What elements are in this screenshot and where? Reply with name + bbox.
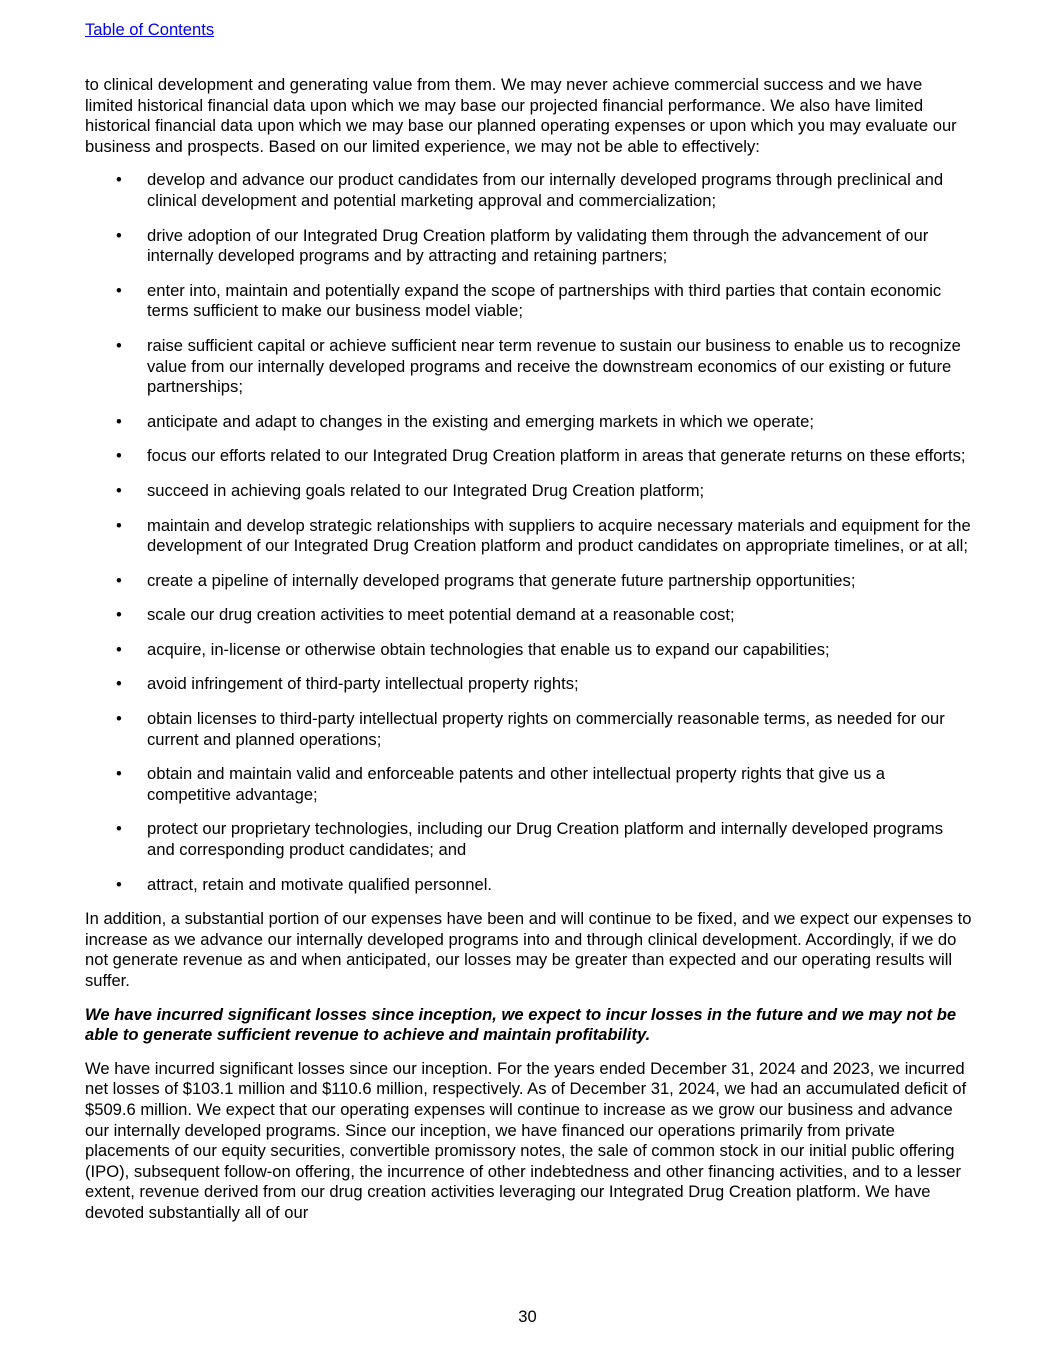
list-item-text: drive adoption of our Integrated Drug Creation platform by validating them through the advancement of our internally developed programs and by attracting and retaining partners; <box>147 225 929 266</box>
bullet-icon: • <box>116 335 122 355</box>
list-item-text: protect our proprietary technologies, including our Drug Creation platform and internally developed programs and corresponding product candidates; and <box>147 819 944 860</box>
intro-paragraph: to clinical development and generating value from them. We may never achieve commercial success and we have limited historical financial data upon which we may base our projected financial performance. We also have limited historical financial data upon which we may base our planned operating expenses or upon which you may evaluate our business and prospects. Based on our limited experience, we may not be able to effectively: <box>85 75 957 156</box>
bullet-icon: • <box>116 480 122 500</box>
list-item <box>85 605 973 626</box>
bullet-icon: • <box>116 170 122 190</box>
list-item <box>85 481 973 502</box>
list-item <box>85 412 973 433</box>
list-item <box>85 170 973 211</box>
list-item-text: scale our drug creation activities to meet potential demand at a reasonable cost; <box>147 605 735 625</box>
bullet-icon: • <box>116 764 122 784</box>
list-item <box>85 875 973 896</box>
list-item <box>85 709 973 750</box>
list-item <box>85 516 973 557</box>
list-item-text: anticipate and adapt to changes in the existing and emerging markets in which we operate; <box>147 411 814 431</box>
list-item-text: obtain and maintain valid and enforceable patents and other intellectual property rights that give us a competitive advantage; <box>147 764 885 804</box>
capabilities-bullet-list <box>85 170 973 895</box>
list-item-text: focus our efforts related to our Integrated Drug Creation platform in areas that generate returns on these efforts; <box>147 446 966 466</box>
bullet-icon: • <box>116 225 122 245</box>
bullet-icon: • <box>116 570 122 590</box>
list-item <box>85 764 973 805</box>
list-item-text: succeed in achieving goals related to our Integrated Drug Creation platform; <box>147 480 705 500</box>
list-item-text: attract, retain and motivate qualified personnel. <box>147 874 492 894</box>
bullet-icon: • <box>116 639 122 659</box>
list-item-text: enter into, maintain and potentially expand the scope of partnerships with third parties that contain economic terms sufficient to make our business model viable; <box>147 280 942 321</box>
list-item <box>85 674 973 695</box>
bullet-icon: • <box>116 446 122 466</box>
bullet-icon: • <box>116 819 122 839</box>
list-item-text: avoid infringement of third-party intellectual property rights; <box>147 674 579 694</box>
list-item <box>85 226 973 267</box>
list-item <box>85 640 973 661</box>
bullet-icon: • <box>116 411 122 431</box>
bullet-icon: • <box>116 280 122 300</box>
list-item <box>85 819 973 860</box>
list-item-text: raise sufficient capital or achieve sufficient near term revenue to sustain our business to enable us to recognize value from our internally developed programs and receive the downstream economics of our existing or future partnerships; <box>147 335 961 397</box>
list-item-text: create a pipeline of internally developed programs that generate future partnership opportunities; <box>147 570 856 590</box>
table-of-contents-link[interactable]: Table of Contents <box>85 20 215 39</box>
page-number: 30 <box>518 1307 537 1326</box>
bullet-icon: • <box>116 709 122 729</box>
list-item-text: acquire, in-license or otherwise obtain technologies that enable us to expand our capabilities; <box>147 639 830 659</box>
page-content <box>85 75 973 1237</box>
list-item <box>85 336 973 398</box>
bullet-icon: • <box>116 874 122 894</box>
risk-factor-paragraph: We have incurred significant losses since our inception. For the years ended December 31, 2024 and 2023, we incurred net losses of $103.1 million and $110.6 million, respectively. As of December 31, 2024, we had an accumulated deficit of $509.6 million. We expect that our operating expenses will continue to increase as we grow our business and advance our internally developed programs. Since our inception, we have financed our operations primarily from private placements of our equity securities, convertible promissory notes, the sale of common stock in our initial public offering (IPO), subsequent follow-on offering, the incurrence of other indebtedness and other financing activities, and to a lesser extent, revenue derived from our drug creation activities leveraging our Integrated Drug Creation platform. We have devoted substantially all of our <box>85 1058 967 1222</box>
list-item-text: develop and advance our product candidates from our internally developed programs through preclinical and clinical development and potential marketing approval and commercialization; <box>147 170 944 210</box>
bullet-icon: • <box>116 605 122 625</box>
list-item <box>85 571 973 592</box>
closing-paragraph: In addition, a substantial portion of our expenses have been and will continue to be fixed, and we expect our expenses to increase as we advance our internally developed programs into and through clinical development. Accordingly, if we do not generate revenue as and when anticipated, our losses may be greater than expected and our operating results will suffer. <box>85 909 972 990</box>
list-item <box>85 446 973 467</box>
list-item <box>85 281 973 322</box>
bullet-icon: • <box>116 515 122 535</box>
bullet-icon: • <box>116 674 122 694</box>
list-item-text: obtain licenses to third-party intellectual property rights on commercially reasonable terms, as needed for our current and planned operations; <box>147 709 945 749</box>
list-item-text: maintain and develop strategic relationships with suppliers to acquire necessary materials and equipment for the development of our Integrated Drug Creation platform and product candidates on appropriate timelines, or at all; <box>147 515 971 556</box>
risk-factor-heading: We have incurred significant losses since inception, we expect to incur losses in the future and we may not be able to generate sufficient revenue to achieve and maintain profitability. <box>85 1004 957 1045</box>
